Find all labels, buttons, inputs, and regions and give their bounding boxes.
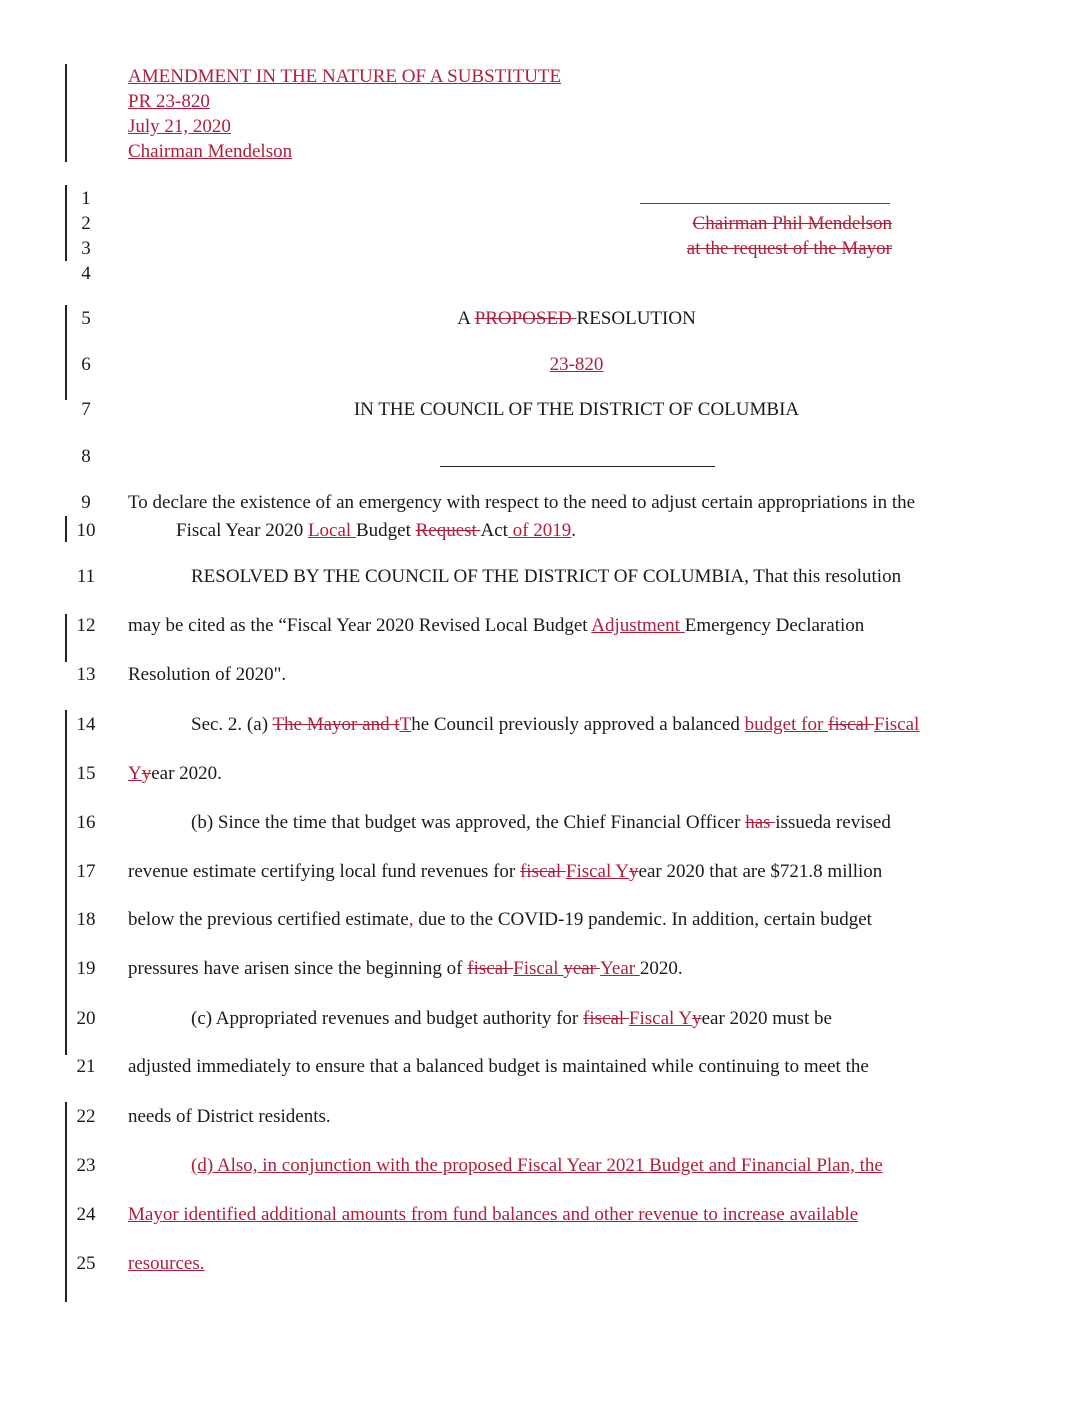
line-number: 23	[76, 1155, 96, 1176]
line-20: (c) Appropriated revenues and budget authority for fiscal Fiscal Yyear 2020 must be	[191, 1008, 832, 1029]
line-number: 16	[76, 812, 96, 833]
line-22: needs of District residents.	[128, 1106, 331, 1127]
line-10: Fiscal Year 2020 Local Budget Request Act of 2019.	[176, 520, 577, 541]
change-bar	[65, 1102, 67, 1302]
line-number: 2	[81, 213, 91, 234]
amendment-date: July 21, 2020	[128, 116, 231, 137]
inserted-text: budget for	[744, 714, 829, 735]
line-number: 7	[81, 399, 91, 420]
line-number: 24	[76, 1204, 96, 1225]
pr-number: PR 23-820	[128, 91, 210, 112]
inserted-text: Year	[600, 958, 640, 979]
line-25: resources.	[128, 1253, 205, 1274]
inserted-text: 23-820	[549, 354, 604, 375]
line-17: revenue estimate certifying local fund revenues for fiscal Fiscal Yyear 2020 that are $721.8 million	[128, 861, 883, 882]
line-number: 25	[76, 1253, 96, 1274]
inserted-text: ,	[408, 909, 414, 930]
line-number: 13	[76, 664, 96, 685]
line-number: 9	[81, 492, 91, 513]
line-18: below the previous certified estimate, due to the COVID-19 pandemic. In addition, certain budget	[128, 909, 872, 930]
inserted-text: Y	[128, 763, 142, 784]
line-21: adjusted immediately to ensure that a balanced budget is maintained while continuing to meet the	[128, 1056, 869, 1077]
document-title: A PROPOSED RESOLUTION	[457, 308, 696, 329]
resolution-number	[128, 354, 1025, 376]
deleted-text: y	[629, 861, 639, 882]
line-15: Yyear 2020.	[128, 763, 222, 784]
line-11: RESOLVED BY THE COUNCIL OF THE DISTRICT OF COLUMBIA, That this resolution	[191, 566, 902, 587]
divider-rule	[440, 466, 715, 467]
signature-line	[640, 203, 890, 204]
line-23: (d) Also, in conjunction with the proposed Fiscal Year 2021 Budget and Financial Plan, the	[191, 1155, 883, 1176]
change-bar	[65, 305, 67, 400]
inserted-text: Fiscal Y	[628, 1008, 693, 1029]
line-number: 11	[76, 566, 96, 587]
line-12: may be cited as the “Fiscal Year 2020 Revised Local Budget Adjustment Emergency Declaration	[128, 615, 865, 636]
amendment-title: AMENDMENT IN THE NATURE OF A SUBSTITUTE	[128, 66, 562, 87]
amendment-header	[128, 64, 561, 164]
line-number: 8	[81, 446, 91, 467]
change-bar	[65, 516, 67, 542]
deleted-text: Request	[415, 520, 481, 541]
line-number: 4	[81, 263, 91, 284]
line-number: 22	[76, 1106, 96, 1127]
line-number: 21	[76, 1056, 96, 1077]
line-24: Mayor identified additional amounts from fund balances and other revenue to increase available	[128, 1204, 859, 1225]
line-14: Sec. 2. (a) The Mayor and tThe Council previously approved a balanced budget for fiscal Fiscal	[191, 714, 920, 735]
line-16: (b) Since the time that budget was approved, the Chief Financial Officer has issueda revised	[191, 812, 891, 833]
council-heading: IN THE COUNCIL OF THE DISTRICT OF COLUMBIA	[353, 399, 800, 420]
line-number: 1	[81, 188, 91, 209]
change-bar	[65, 185, 67, 261]
deleted-text: The Mayor and t	[272, 714, 400, 735]
deleted-text: fiscal	[828, 714, 874, 735]
inserted-text: Fiscal Y	[565, 861, 630, 882]
line-number: 12	[76, 615, 96, 636]
deleted-text: year	[563, 958, 601, 979]
deleted-text: y	[692, 1008, 702, 1029]
deleted-text: fiscal	[583, 1008, 629, 1029]
deleted-text: y	[141, 763, 152, 784]
line-number: 5	[81, 308, 91, 329]
inserted-text: Fiscal	[513, 958, 564, 979]
line-19: pressures have arisen since the beginning of fiscal Fiscal year Year 2020.	[128, 958, 683, 979]
change-bar	[65, 64, 67, 162]
introducer-name: Chairman Phil Mendelson	[692, 213, 892, 234]
inserted-text: T	[399, 714, 412, 735]
deleted-text: fiscal	[467, 958, 514, 979]
line-number: 10	[76, 520, 96, 541]
inserted-text: Fiscal	[873, 714, 920, 735]
line-number: 17	[76, 861, 96, 882]
line-number: 20	[76, 1008, 96, 1029]
line-number: 15	[76, 763, 96, 784]
line-number: 18	[76, 909, 96, 930]
deleted-text: fiscal	[519, 861, 566, 882]
inserted-text: of 2019	[507, 520, 572, 541]
line-number: 6	[81, 354, 91, 375]
change-bar	[65, 614, 67, 662]
line-13: Resolution of 2020".	[128, 664, 287, 685]
line-number: 3	[81, 238, 91, 259]
line-number: 14	[76, 714, 96, 735]
inserted-text: Adjustment	[591, 615, 685, 636]
amendment-author: Chairman Mendelson	[128, 141, 293, 162]
deleted-text: has	[745, 812, 776, 833]
change-bar	[65, 710, 67, 1055]
inserted-text: Local	[307, 520, 356, 541]
line-9: To declare the existence of an emergency with respect to the need to adjust certain appropriations in the	[128, 492, 916, 513]
line-number: 19	[76, 958, 96, 979]
introducer-request: at the request of the Mayor	[686, 238, 892, 259]
deleted-text: PROPOSED	[474, 308, 577, 329]
